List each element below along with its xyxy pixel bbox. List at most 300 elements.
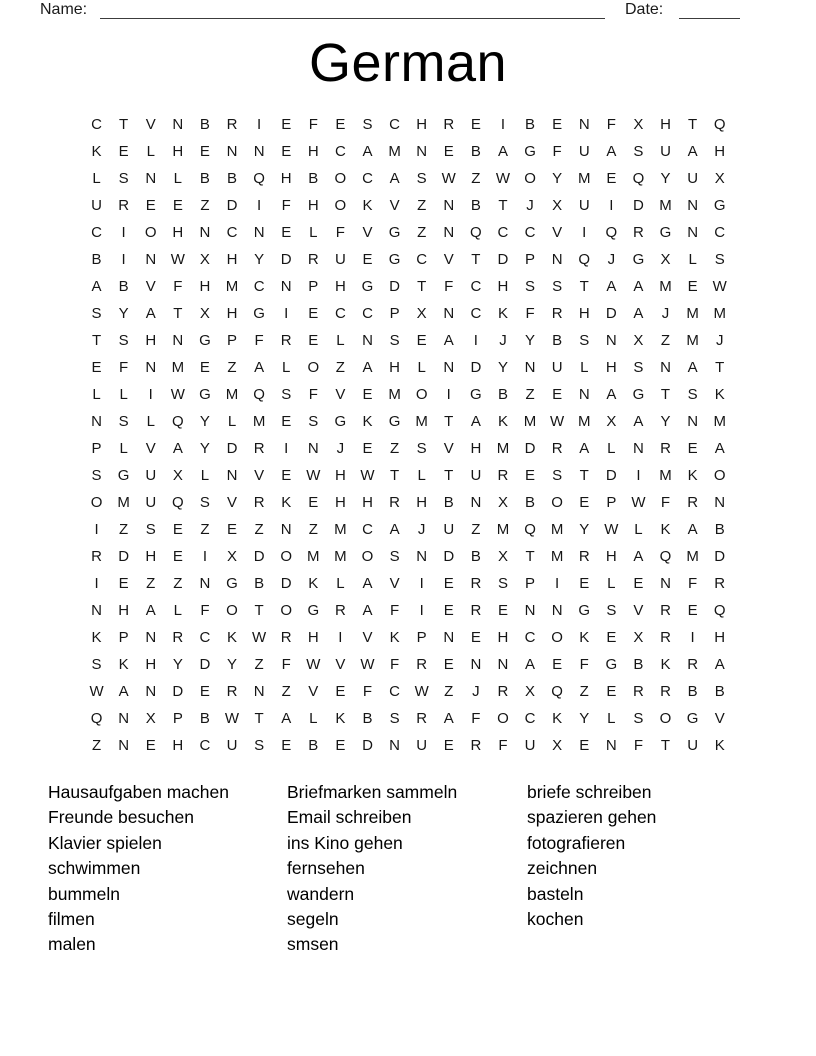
grid-letter: M — [577, 170, 591, 187]
grid-letter: A — [254, 359, 265, 376]
grid-letter: F — [444, 278, 454, 295]
grid-letter: S — [633, 710, 644, 727]
grid-letter: B — [308, 170, 319, 187]
grid-letter: N — [172, 332, 184, 349]
grid-letter: N — [660, 575, 671, 592]
grid-letter: B — [199, 170, 210, 187]
grid-letter: K — [579, 629, 590, 646]
grid-letter: K — [227, 629, 238, 646]
grid-letter: E — [687, 440, 698, 457]
grid-letter: B — [91, 251, 102, 268]
grid-letter: B — [470, 143, 481, 160]
grid-letter: H — [362, 494, 373, 511]
grid-letter: K — [552, 710, 563, 727]
grid-letter: N — [280, 278, 292, 295]
grid-letter: E — [145, 197, 156, 214]
grid-letter: P — [389, 305, 400, 322]
grid-letter: A — [633, 305, 644, 322]
grid-letter: R — [470, 575, 482, 592]
grid-letter: M — [659, 197, 672, 214]
grid-letter: V — [308, 683, 319, 700]
grid-letter: A — [362, 359, 373, 376]
grid-letter: X — [199, 251, 210, 268]
grid-letter: Q — [713, 602, 726, 619]
grid-letter: Z — [227, 359, 237, 376]
grid-letter: G — [388, 413, 401, 430]
grid-letter: C — [497, 224, 509, 241]
grid-letter: M — [550, 548, 564, 565]
grid-letter: C — [524, 710, 536, 727]
grid-letter: A — [145, 305, 156, 322]
grid-letter: A — [362, 602, 373, 619]
grid-letter: H — [145, 656, 157, 673]
grid-letter: I — [636, 467, 641, 484]
grid-letter: N — [280, 521, 292, 538]
grid-letter: X — [714, 170, 725, 187]
grid-letter: G — [605, 656, 618, 673]
grid-letter: C — [91, 224, 102, 241]
grid-letter: Z — [471, 521, 481, 538]
grid-letter: Z — [417, 197, 427, 214]
grid-letter: R — [443, 116, 455, 133]
word-search-grid — [83, 111, 733, 759]
grid-letter: A — [687, 143, 698, 160]
grid-letter: G — [226, 575, 238, 592]
grid-letter: B — [254, 575, 265, 592]
grid-letter: S — [145, 521, 156, 538]
grid-letter: S — [254, 737, 265, 754]
grid-letter: E — [281, 224, 292, 241]
grid-letter: N — [145, 629, 157, 646]
grid-letter: N — [578, 386, 590, 403]
grid-letter: R — [551, 305, 563, 322]
grid-letter: A — [606, 143, 617, 160]
grid-letter: M — [713, 413, 726, 430]
grid-letter: U — [91, 197, 102, 214]
grid-letter: V — [389, 197, 400, 214]
grid-letter: U — [660, 143, 671, 160]
grid-letter: Y — [497, 359, 508, 376]
grid-letter: X — [497, 494, 508, 511]
grid-letter: L — [309, 710, 318, 727]
grid-letter: T — [660, 737, 671, 754]
grid-letter: R — [280, 332, 292, 349]
grid-letter: S — [91, 656, 102, 673]
grid-letter: N — [605, 737, 617, 754]
grid-letter: C — [362, 305, 373, 322]
grid-letter: E — [335, 683, 346, 700]
grid-letter: S — [579, 332, 590, 349]
grid-letter: A — [470, 413, 481, 430]
grid-row — [83, 327, 733, 354]
grid-row — [83, 678, 733, 705]
grid-letter: Z — [308, 521, 318, 538]
grid-letter: N — [145, 359, 157, 376]
grid-letter: A — [606, 278, 617, 295]
grid-letter: E — [633, 575, 644, 592]
grid-letter: P — [308, 278, 319, 295]
grid-letter: H — [334, 278, 346, 295]
grid-letter: N — [470, 656, 482, 673]
grid-letter: D — [497, 251, 509, 268]
grid-letter: G — [524, 143, 536, 160]
grid-letter: Y — [118, 305, 129, 322]
grid-letter: A — [91, 278, 102, 295]
grid-letter: S — [118, 332, 129, 349]
grid-letter: K — [362, 197, 373, 214]
grid-letter: R — [226, 683, 238, 700]
grid-letter: U — [334, 251, 346, 268]
grid-letter: E — [552, 116, 563, 133]
grid-letter: M — [252, 413, 266, 430]
grid-row — [83, 543, 733, 570]
grid-letter: M — [388, 386, 401, 403]
grid-row — [83, 219, 733, 246]
grid-letter: M — [659, 467, 672, 484]
grid-letter: E — [579, 494, 590, 511]
grid-letter: Z — [471, 170, 481, 187]
grid-letter: X — [633, 332, 644, 349]
grid-letter: H — [307, 197, 319, 214]
grid-letter: S — [362, 116, 373, 133]
grid-letter: Y — [199, 413, 210, 430]
grid-letter: T — [525, 548, 535, 565]
grid-letter: V — [443, 251, 454, 268]
word-list-item: wandern — [287, 883, 355, 904]
grid-letter: D — [172, 683, 184, 700]
grid-letter: I — [446, 386, 451, 403]
grid-letter: F — [688, 575, 698, 592]
grid-letter: H — [145, 332, 157, 349]
grid-letter: J — [499, 332, 507, 349]
grid-letter: K — [308, 575, 319, 592]
grid-letter: P — [525, 251, 536, 268]
date-label: Date: — [625, 1, 664, 18]
grid-letter: V — [145, 440, 156, 457]
grid-row — [83, 705, 733, 732]
grid-letter: N — [199, 575, 211, 592]
grid-letter: V — [254, 467, 265, 484]
grid-letter: F — [200, 602, 210, 619]
grid-letter: R — [578, 548, 590, 565]
grid-letter: W — [89, 683, 104, 700]
grid-letter: E — [172, 197, 183, 214]
grid-letter: N — [443, 197, 455, 214]
grid-letter: W — [306, 467, 321, 484]
grid-letter: X — [145, 710, 156, 727]
grid-letter: L — [309, 224, 318, 241]
grid-letter: E — [443, 656, 454, 673]
grid-letter: O — [415, 386, 428, 403]
grid-letter: D — [605, 305, 617, 322]
grid-letter: X — [416, 305, 427, 322]
grid-letter: Z — [91, 737, 102, 754]
grid-letter: K — [714, 737, 725, 754]
grid-letter: R — [470, 737, 482, 754]
grid-letter: Z — [173, 575, 183, 592]
grid-letter: E — [308, 494, 319, 511]
grid-letter: Q — [551, 683, 563, 700]
grid-letter: F — [308, 386, 318, 403]
grid-letter: D — [633, 197, 644, 214]
grid-letter: M — [577, 413, 591, 430]
grid-letter: K — [687, 467, 698, 484]
grid-letter: O — [334, 197, 347, 214]
grid-letter: Z — [444, 683, 454, 700]
grid-letter: R — [714, 575, 726, 592]
grid-letter: D — [714, 548, 726, 565]
grid-letter: U — [416, 737, 428, 754]
word-list-item: malen — [48, 934, 96, 955]
grid-letter: Z — [119, 521, 129, 538]
grid-letter: F — [606, 116, 616, 133]
grid-letter: D — [280, 575, 292, 592]
grid-letter: G — [253, 305, 265, 322]
grid-letter: L — [92, 170, 101, 187]
grid-letter: S — [497, 575, 508, 592]
grid-letter: B — [525, 116, 536, 133]
word-list-item: Email schreiben — [287, 807, 412, 828]
grid-letter: E — [470, 116, 481, 133]
grid-letter: N — [687, 224, 699, 241]
grid-letter: X — [633, 629, 644, 646]
grid-letter: N — [91, 602, 102, 619]
grid-letter: K — [91, 143, 102, 160]
grid-letter: B — [308, 737, 319, 754]
grid-letter: N — [443, 629, 455, 646]
grid-letter: F — [254, 332, 264, 349]
grid-letter: L — [146, 413, 155, 430]
grid-letter: F — [471, 710, 481, 727]
grid-letter: B — [497, 386, 508, 403]
grid-letter: T — [254, 602, 264, 619]
grid-letter: Q — [253, 170, 265, 187]
grid-letter: T — [471, 251, 481, 268]
grid-letter: N — [118, 710, 130, 727]
word-list-item: Klavier spielen — [48, 832, 162, 853]
grid-letter: A — [118, 683, 129, 700]
grid-letter: B — [525, 494, 536, 511]
grid-letter: N — [226, 143, 238, 160]
grid-letter: H — [307, 629, 319, 646]
grid-letter: E — [687, 602, 698, 619]
grid-row — [83, 489, 733, 516]
grid-letter: Z — [525, 386, 535, 403]
grid-letter: A — [687, 521, 698, 538]
grid-letter: T — [444, 413, 454, 430]
word-list-item: Hausaufgaben machen — [48, 782, 229, 802]
grid-letter: I — [94, 575, 99, 592]
grid-letter: X — [525, 683, 536, 700]
grid-letter: I — [148, 386, 153, 403]
grid-letter: S — [416, 170, 427, 187]
grid-letter: E — [362, 440, 373, 457]
grid-letter: E — [443, 143, 454, 160]
grid-letter: E — [525, 467, 536, 484]
grid-letter: N — [524, 359, 536, 376]
grid-letter: C — [91, 116, 102, 133]
grid-letter: N — [253, 683, 265, 700]
grid-letter: S — [281, 386, 292, 403]
grid-letter: I — [121, 251, 126, 268]
grid-letter: N — [199, 224, 211, 241]
grid-letter: S — [91, 467, 102, 484]
grid-letter: B — [552, 332, 563, 349]
grid-letter: N — [470, 494, 482, 511]
grid-letter: C — [470, 278, 482, 295]
grid-letter: H — [199, 278, 211, 295]
grid-letter: Z — [254, 521, 264, 538]
grid-letter: E — [145, 737, 156, 754]
grid-row — [83, 732, 733, 759]
grid-letter: N — [226, 467, 238, 484]
grid-letter: A — [633, 413, 644, 430]
grid-letter: N — [578, 116, 590, 133]
grid-letter: B — [199, 116, 210, 133]
grid-letter: X — [552, 737, 563, 754]
grid-letter: W — [495, 170, 511, 187]
word-list-item: fernsehen — [287, 858, 365, 879]
grid-letter: E — [606, 629, 617, 646]
grid-letter: O — [280, 548, 293, 565]
grid-letter: D — [253, 548, 265, 565]
grid-letter: E — [579, 737, 590, 754]
grid-letter: V — [335, 386, 346, 403]
grid-letter: M — [415, 413, 428, 430]
grid-letter: F — [552, 143, 562, 160]
grid-letter: M — [334, 548, 347, 565]
grid-letter: T — [91, 332, 102, 349]
grid-letter: B — [443, 494, 454, 511]
grid-letter: I — [284, 305, 289, 322]
grid-letter: J — [607, 251, 616, 268]
grid-letter: T — [498, 197, 508, 214]
grid-letter: E — [443, 575, 454, 592]
grid-letter: U — [687, 737, 699, 754]
grid-letter: N — [307, 440, 319, 457]
grid-letter: A — [172, 440, 183, 457]
grid-letter: W — [604, 521, 619, 538]
grid-row — [83, 435, 733, 462]
grid-letter: L — [282, 359, 291, 376]
grid-letter: N — [91, 413, 102, 430]
grid-letter: E — [552, 656, 563, 673]
grid-letter: N — [443, 305, 455, 322]
grid-letter: M — [307, 548, 320, 565]
grid-letter: Y — [227, 656, 238, 673]
grid-letter: F — [119, 359, 129, 376]
grid-letter: V — [145, 278, 156, 295]
grid-row — [83, 597, 733, 624]
grid-letter: S — [308, 413, 319, 430]
grid-letter: J — [336, 440, 345, 457]
grid-letter: L — [336, 575, 345, 592]
grid-letter: I — [94, 521, 99, 538]
grid-letter: F — [498, 737, 508, 754]
grid-letter: B — [714, 521, 725, 538]
grid-letter: D — [605, 467, 617, 484]
grid-letter: X — [227, 548, 238, 565]
grid-letter: A — [389, 521, 400, 538]
grid-letter: P — [416, 629, 427, 646]
grid-letter: I — [419, 602, 424, 619]
grid-letter: R — [118, 197, 130, 214]
grid-letter: Z — [281, 683, 291, 700]
grid-letter: K — [714, 386, 725, 403]
grid-letter: H — [660, 116, 671, 133]
grid-letter: M — [659, 278, 672, 295]
grid-letter: L — [336, 332, 345, 349]
grid-letter: B — [687, 683, 698, 700]
grid-letter: H — [497, 278, 509, 295]
grid-row — [83, 192, 733, 219]
grid-letter: L — [607, 710, 616, 727]
grid-letter: R — [334, 602, 346, 619]
grid-letter: W — [550, 413, 565, 430]
grid-letter: F — [525, 305, 535, 322]
grid-letter: Q — [171, 413, 184, 430]
grid-letter: D — [443, 548, 455, 565]
grid-letter: I — [500, 116, 506, 133]
grid-letter: M — [686, 548, 699, 565]
grid-letter: L — [173, 170, 182, 187]
grid-letter: N — [605, 332, 617, 349]
grid-letter: R — [687, 656, 699, 673]
word-list-column-1 — [48, 780, 229, 958]
grid-letter: O — [334, 170, 347, 187]
grid-letter: V — [552, 224, 563, 241]
grid-letter: U — [524, 737, 536, 754]
grid-letter: M — [496, 440, 510, 457]
grid-letter: L — [607, 575, 616, 592]
grid-letter: F — [335, 224, 345, 241]
grid-letter: E — [308, 332, 319, 349]
grid-letter: U — [226, 737, 238, 754]
grid-letter: N — [633, 440, 644, 457]
grid-letter: N — [416, 143, 428, 160]
grid-letter: R — [633, 224, 644, 241]
grid-letter: W — [224, 710, 240, 727]
grid-letter: W — [360, 467, 375, 484]
grid-letter: T — [389, 467, 400, 484]
grid-letter: K — [389, 629, 400, 646]
grid-letter: H — [334, 494, 346, 511]
grid-letter: G — [117, 467, 130, 484]
grid-letter: A — [497, 143, 508, 160]
grid-letter: V — [389, 575, 400, 592]
grid-letter: E — [335, 737, 346, 754]
grid-letter: D — [389, 278, 400, 295]
grid-letter: E — [335, 116, 346, 133]
grid-letter: E — [281, 116, 292, 133]
grid-letter: Q — [470, 224, 482, 241]
grid-row — [83, 165, 733, 192]
grid-letter: M — [171, 359, 185, 376]
grid-letter: F — [389, 602, 400, 619]
grid-letter: E — [172, 521, 183, 538]
grid-letter: S — [389, 548, 400, 565]
grid-letter: H — [416, 494, 428, 511]
grid-letter: X — [199, 305, 210, 322]
grid-letter: L — [417, 467, 426, 484]
grid-letter: N — [145, 251, 157, 268]
grid-letter: H — [172, 737, 184, 754]
grid-letter: U — [145, 467, 157, 484]
grid-letter: C — [524, 629, 536, 646]
grid-letter: E — [227, 521, 238, 538]
grid-letter: P — [606, 494, 617, 511]
grid-letter: H — [714, 143, 726, 160]
